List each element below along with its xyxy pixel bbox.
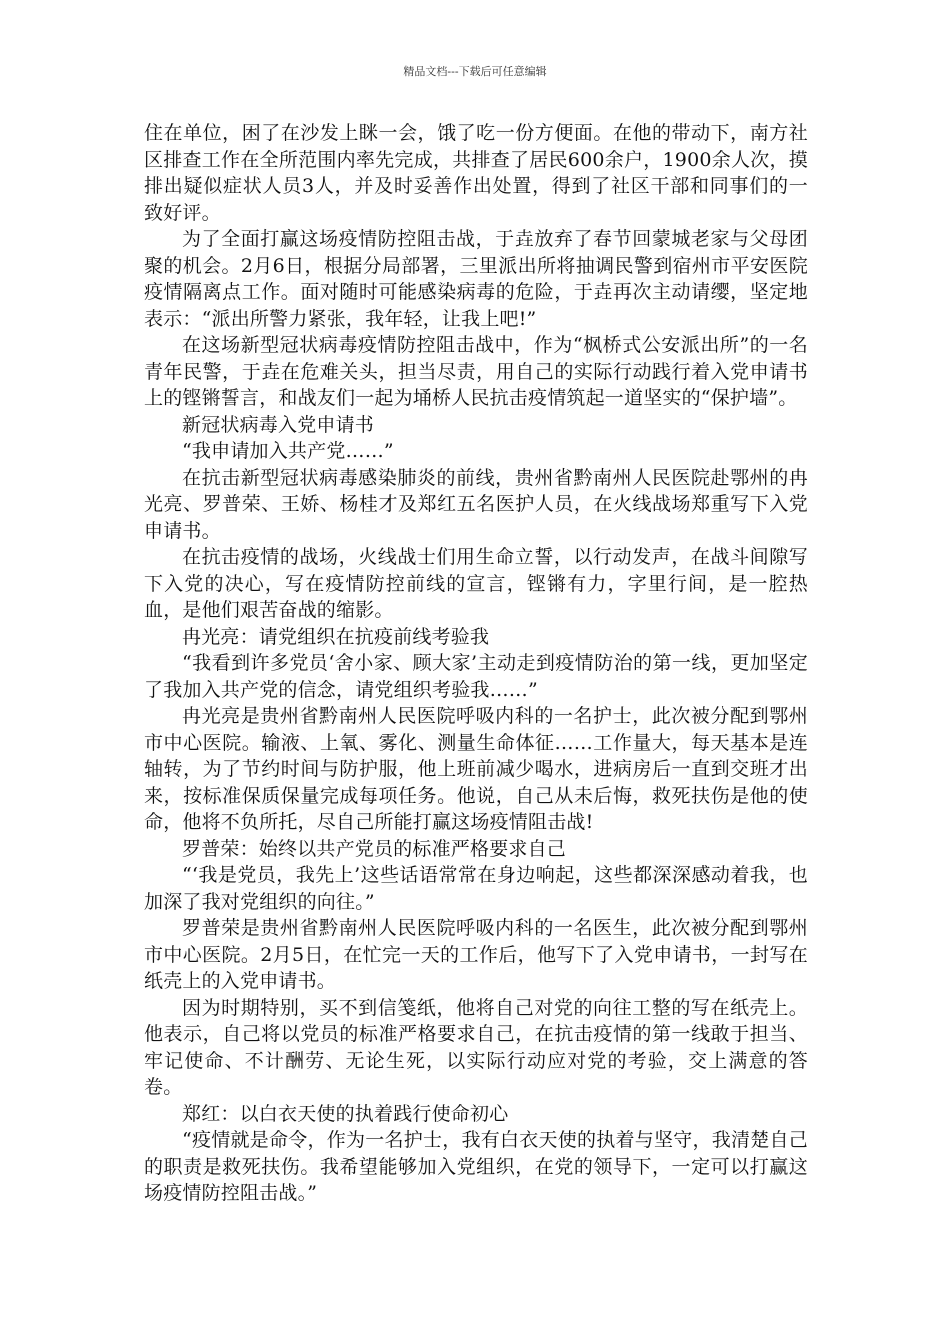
quote-paragraph: “我看到许多党员‘舍小家、顾大家’主动走到疫情防治的第一线，更加坚定了我加入共产党的信念，请党组织考验我……” [144,652,808,701]
subheading: 郑红：以白衣天使的执着践行使命初心 [182,1102,509,1125]
paragraph: 罗普荣是贵州省黔南州人民医院呼吸内科的一名医生，此次被分配到鄂州市中心医院。2月5日，在忙完一天的工作后，他写下了入党申请书，一封写在纸壳上的入党申请书。 [144,917,808,992]
paragraph: 为了全面打赢这场疫情防控阻击战，于垚放弃了春节回蒙城老家与父母团聚的机会。2月6日，根据分局部署，三里派出所将抽调民警到宿州市平安医院疫情隔离点工作。面对随时可能感染病毒的危险，于垚再次主动请缨，坚定地表示：“派出所警力紧张，我年轻，让我上吧!” [144,228,808,330]
quote-paragraph: “疫情就是命令，作为一名护士，我有白衣天使的执着与坚守，我清楚自己的职责是救死扶伤。我希望能够加入党组织，在党的领导下，一定可以打赢这场疫情防控阻击战。” [144,1129,808,1204]
quote-line: “我申请加入共产党……” [182,440,394,462]
paragraph: 在抗击新型冠状病毒感染肺炎的前线，贵州省黔南州人民医院赴鄂州的冉光亮、罗普荣、王娇、杨桂才及郑红五名医护人员，在火线战场郑重写下入党申请书。 [144,466,808,542]
paragraph: 在这场新型冠状病毒疫情防控阻击战中，作为“枫桥式公安派出所”的一名青年民警，于垚在危难关头，担当尽责，用自己的实际行动践行着入党申请书上的铿锵誓言，和战友们一起为埇桥人民抗击疫情筑起一道坚实的“保护墙”。 [144,334,808,409]
subheading: 罗普荣：始终以共产党员的标准严格要求自己 [182,837,567,860]
section-title: 新冠状病毒入党申请书 [182,413,375,436]
paragraph: 住在单位，困了在沙发上眯一会，饿了吃一份方便面。在他的带动下，南方社区排查工作在全所范围内率先完成，共排查了居民600余户，1900余人次，摸排出疑似症状人员3人，并及时妥善作出处置，得到了社区干部和同事们的一致好评。 [144,122,808,224]
paragraph: 冉光亮是贵州省黔南州人民医院呼吸内科的一名护士，此次被分配到鄂州市中心医院。输液、上氧、雾化、测量生命体征……工作量大，每天基本是连轴转，为了节约时间与防护服，他上班前减少喝水，进病房后一直到交班才出来，按标准保质保量完成每项任务。他说，自己从未后悔，救死扶伤是他的使命，他将不负所托，尽自己所能打赢这场疫情阻击战! [144,705,808,833]
paragraph: 在抗击疫情的战场，火线战士们用生命立誓，以行动发声，在战斗间隙写下入党的决心，写在疫情防控前线的宣言，铿锵有力，字里行间，是一腔热血，是他们艰苦奋战的缩影。 [144,546,808,621]
page-header: 精品文档---下载后可任意编辑 [403,65,547,78]
quote-paragraph: “‘我是党员，我先上’这些话语常常在身边响起，这些都深深感动着我，也加深了我对党组织的向往。” [144,864,808,913]
document-body [144,120,808,1207]
subheading: 冉光亮：请党组织在抗疫前线考验我 [182,625,490,648]
paragraph: 因为时期特别，买不到信笺纸，他将自己对党的向往工整的写在纸壳上。他表示，自己将以党员的标准严格要求自己，在抗击疫情的第一线敢于担当、牢记使命、不计酬劳、无论生死，以实际行动应对党的考验，交上满意的答卷。 [144,996,808,1098]
